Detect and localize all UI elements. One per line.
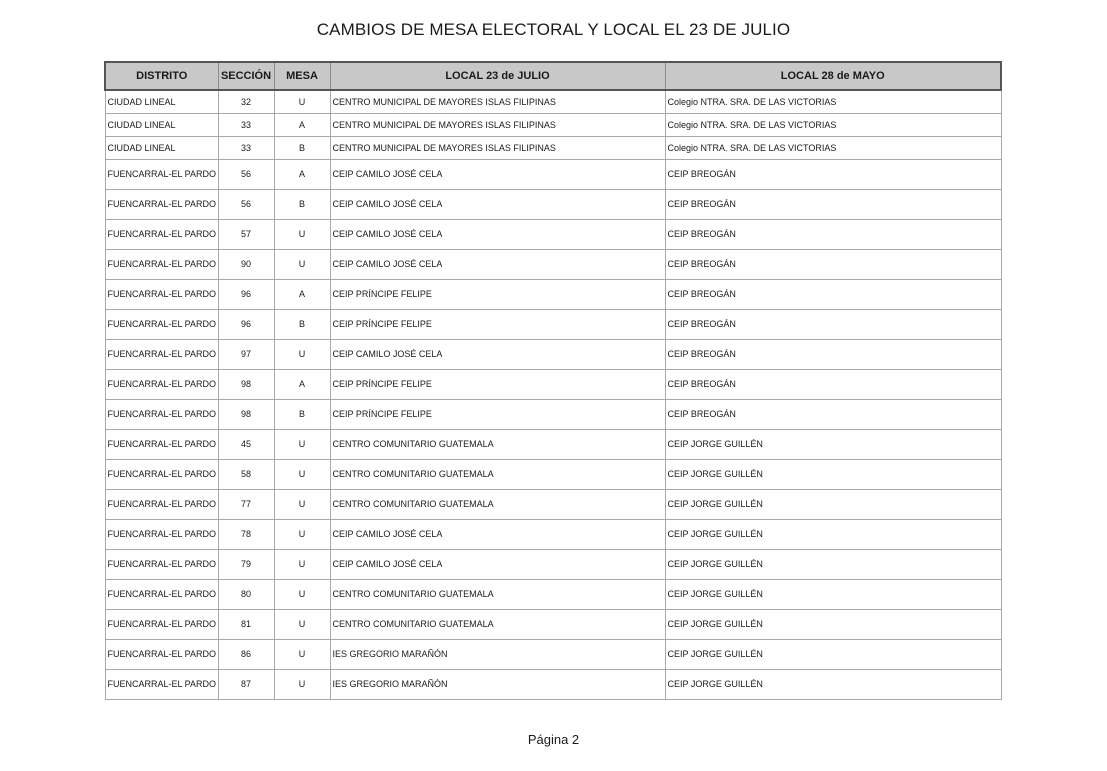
cell-seccion: 45 bbox=[218, 429, 274, 459]
cell-local-julio: IES GREGORIO MARAÑÓN bbox=[330, 639, 665, 669]
table-row bbox=[105, 579, 1001, 609]
cell-distrito: FUENCARRAL-EL PARDO bbox=[105, 189, 218, 219]
cell-local-julio: CEIP CAMILO JOSÉ CELA bbox=[330, 219, 665, 249]
cell-mesa: U bbox=[274, 549, 330, 579]
cell-local-julio: CENTRO MUNICIPAL DE MAYORES ISLAS FILIPINAS bbox=[330, 136, 665, 159]
table-body bbox=[105, 90, 1001, 699]
table-row bbox=[105, 459, 1001, 489]
cell-local-mayo: CEIP JORGE GUILLÉN bbox=[665, 579, 1001, 609]
cell-distrito: FUENCARRAL-EL PARDO bbox=[105, 399, 218, 429]
table-row bbox=[105, 519, 1001, 549]
cell-mesa: U bbox=[274, 489, 330, 519]
cell-seccion: 58 bbox=[218, 459, 274, 489]
cell-mesa: U bbox=[274, 459, 330, 489]
table-row bbox=[105, 549, 1001, 579]
cell-local-mayo: CEIP JORGE GUILLÉN bbox=[665, 639, 1001, 669]
cell-distrito: FUENCARRAL-EL PARDO bbox=[105, 639, 218, 669]
table-row bbox=[105, 339, 1001, 369]
cell-local-julio: CEIP CAMILO JOSÉ CELA bbox=[330, 519, 665, 549]
cell-distrito: FUENCARRAL-EL PARDO bbox=[105, 339, 218, 369]
cell-local-mayo: CEIP BREOGÁN bbox=[665, 219, 1001, 249]
table-row bbox=[105, 249, 1001, 279]
cell-local-mayo: Colegio NTRA. SRA. DE LAS VICTORIAS bbox=[665, 90, 1001, 113]
cell-seccion: 57 bbox=[218, 219, 274, 249]
cell-local-julio: CEIP PRÍNCIPE FELIPE bbox=[330, 279, 665, 309]
table-row bbox=[105, 279, 1001, 309]
cell-local-julio: CEIP CAMILO JOSÉ CELA bbox=[330, 189, 665, 219]
cell-local-mayo: CEIP BREOGÁN bbox=[665, 189, 1001, 219]
cell-seccion: 96 bbox=[218, 309, 274, 339]
cell-mesa: U bbox=[274, 639, 330, 669]
cell-local-mayo: CEIP JORGE GUILLÉN bbox=[665, 549, 1001, 579]
cell-seccion: 78 bbox=[218, 519, 274, 549]
cell-mesa: U bbox=[274, 219, 330, 249]
table-row bbox=[105, 369, 1001, 399]
cell-local-julio: CEIP PRÍNCIPE FELIPE bbox=[330, 309, 665, 339]
cell-seccion: 87 bbox=[218, 669, 274, 699]
cell-local-julio: CENTRO MUNICIPAL DE MAYORES ISLAS FILIPINAS bbox=[330, 90, 665, 113]
cell-local-julio: CEIP PRÍNCIPE FELIPE bbox=[330, 369, 665, 399]
table-header bbox=[105, 62, 1001, 90]
cell-local-mayo: CEIP BREOGÁN bbox=[665, 279, 1001, 309]
cell-distrito: FUENCARRAL-EL PARDO bbox=[105, 369, 218, 399]
table-row bbox=[105, 489, 1001, 519]
cell-local-julio: CEIP PRÍNCIPE FELIPE bbox=[330, 399, 665, 429]
cell-seccion: 90 bbox=[218, 249, 274, 279]
cell-distrito: FUENCARRAL-EL PARDO bbox=[105, 459, 218, 489]
header-local-mayo: LOCAL 28 de MAYO bbox=[665, 62, 1001, 90]
cell-local-julio: CEIP CAMILO JOSÉ CELA bbox=[330, 339, 665, 369]
table-row bbox=[105, 609, 1001, 639]
cell-seccion: 80 bbox=[218, 579, 274, 609]
cell-local-julio: CENTRO COMUNITARIO GUATEMALA bbox=[330, 459, 665, 489]
cell-local-julio: CEIP CAMILO JOSÉ CELA bbox=[330, 159, 665, 189]
table-row bbox=[105, 159, 1001, 189]
cell-local-mayo: CEIP JORGE GUILLÉN bbox=[665, 609, 1001, 639]
cell-seccion: 79 bbox=[218, 549, 274, 579]
cell-distrito: FUENCARRAL-EL PARDO bbox=[105, 669, 218, 699]
cell-local-mayo: CEIP BREOGÁN bbox=[665, 249, 1001, 279]
table-row bbox=[105, 309, 1001, 339]
table-row bbox=[105, 189, 1001, 219]
cell-mesa: B bbox=[274, 189, 330, 219]
cell-distrito: FUENCARRAL-EL PARDO bbox=[105, 609, 218, 639]
cell-seccion: 56 bbox=[218, 189, 274, 219]
cell-local-mayo: Colegio NTRA. SRA. DE LAS VICTORIAS bbox=[665, 136, 1001, 159]
cell-distrito: FUENCARRAL-EL PARDO bbox=[105, 519, 218, 549]
cell-mesa: A bbox=[274, 369, 330, 399]
table-row bbox=[105, 429, 1001, 459]
cell-local-mayo: CEIP BREOGÁN bbox=[665, 399, 1001, 429]
page-number: Página 2 bbox=[527, 732, 580, 747]
cell-mesa: B bbox=[274, 136, 330, 159]
cell-seccion: 56 bbox=[218, 159, 274, 189]
cell-distrito: CIUDAD LINEAL bbox=[105, 90, 218, 113]
cell-local-mayo: CEIP BREOGÁN bbox=[665, 309, 1001, 339]
cell-distrito: FUENCARRAL-EL PARDO bbox=[105, 219, 218, 249]
header-seccion: SECCIÓN bbox=[218, 62, 274, 90]
cell-local-julio: IES GREGORIO MARAÑÓN bbox=[330, 669, 665, 699]
cell-local-julio: CENTRO COMUNITARIO GUATEMALA bbox=[330, 429, 665, 459]
table-row bbox=[105, 113, 1001, 136]
cell-local-julio: CEIP CAMILO JOSÉ CELA bbox=[330, 549, 665, 579]
cell-seccion: 32 bbox=[218, 90, 274, 113]
cell-distrito: FUENCARRAL-EL PARDO bbox=[105, 159, 218, 189]
cell-distrito: FUENCARRAL-EL PARDO bbox=[105, 429, 218, 459]
cell-local-mayo: CEIP JORGE GUILLÉN bbox=[665, 519, 1001, 549]
cell-local-julio: CENTRO COMUNITARIO GUATEMALA bbox=[330, 609, 665, 639]
cell-local-mayo: CEIP BREOGÁN bbox=[665, 339, 1001, 369]
cell-seccion: 33 bbox=[218, 113, 274, 136]
cell-local-mayo: CEIP JORGE GUILLÉN bbox=[665, 669, 1001, 699]
cell-seccion: 81 bbox=[218, 609, 274, 639]
cell-distrito: FUENCARRAL-EL PARDO bbox=[105, 249, 218, 279]
cell-distrito: FUENCARRAL-EL PARDO bbox=[105, 549, 218, 579]
page-title: CAMBIOS DE MESA ELECTORAL Y LOCAL EL 23 DE JULIO bbox=[316, 20, 791, 39]
cell-distrito: CIUDAD LINEAL bbox=[105, 136, 218, 159]
cell-distrito: FUENCARRAL-EL PARDO bbox=[105, 309, 218, 339]
cell-local-mayo: CEIP BREOGÁN bbox=[665, 369, 1001, 399]
cell-mesa: U bbox=[274, 90, 330, 113]
cell-local-julio: CEIP CAMILO JOSÉ CELA bbox=[330, 249, 665, 279]
cell-mesa: A bbox=[274, 113, 330, 136]
table-row bbox=[105, 136, 1001, 159]
cell-seccion: 77 bbox=[218, 489, 274, 519]
cell-local-mayo: CEIP JORGE GUILLÉN bbox=[665, 489, 1001, 519]
cell-mesa: B bbox=[274, 309, 330, 339]
cell-distrito: FUENCARRAL-EL PARDO bbox=[105, 579, 218, 609]
cell-mesa: U bbox=[274, 579, 330, 609]
cell-local-mayo: CEIP JORGE GUILLÉN bbox=[665, 459, 1001, 489]
header-distrito: DISTRITO bbox=[105, 62, 218, 90]
cell-mesa: U bbox=[274, 519, 330, 549]
cell-distrito: FUENCARRAL-EL PARDO bbox=[105, 489, 218, 519]
cell-distrito: FUENCARRAL-EL PARDO bbox=[105, 279, 218, 309]
header-local-julio: LOCAL 23 de JULIO bbox=[330, 62, 665, 90]
table-row bbox=[105, 219, 1001, 249]
cell-seccion: 96 bbox=[218, 279, 274, 309]
table-row bbox=[105, 669, 1001, 699]
cell-seccion: 97 bbox=[218, 339, 274, 369]
cell-local-julio: CENTRO COMUNITARIO GUATEMALA bbox=[330, 489, 665, 519]
table-row bbox=[105, 399, 1001, 429]
cell-mesa: U bbox=[274, 429, 330, 459]
cell-seccion: 33 bbox=[218, 136, 274, 159]
table-container bbox=[104, 61, 1000, 700]
cell-mesa: U bbox=[274, 339, 330, 369]
cell-mesa: A bbox=[274, 279, 330, 309]
table-row bbox=[105, 639, 1001, 669]
cell-mesa: B bbox=[274, 399, 330, 429]
cell-mesa: U bbox=[274, 249, 330, 279]
cell-local-julio: CENTRO MUNICIPAL DE MAYORES ISLAS FILIPINAS bbox=[330, 113, 665, 136]
cell-mesa: U bbox=[274, 669, 330, 699]
cell-seccion: 98 bbox=[218, 369, 274, 399]
header-mesa: MESA bbox=[274, 62, 330, 90]
cell-local-mayo: Colegio NTRA. SRA. DE LAS VICTORIAS bbox=[665, 113, 1001, 136]
changes-table bbox=[104, 61, 1002, 700]
cell-distrito: CIUDAD LINEAL bbox=[105, 113, 218, 136]
cell-mesa: U bbox=[274, 609, 330, 639]
table-row bbox=[105, 90, 1001, 113]
cell-seccion: 98 bbox=[218, 399, 274, 429]
cell-local-julio: CENTRO COMUNITARIO GUATEMALA bbox=[330, 579, 665, 609]
cell-local-mayo: CEIP JORGE GUILLÉN bbox=[665, 429, 1001, 459]
cell-mesa: A bbox=[274, 159, 330, 189]
cell-local-mayo: CEIP BREOGÁN bbox=[665, 159, 1001, 189]
cell-seccion: 86 bbox=[218, 639, 274, 669]
